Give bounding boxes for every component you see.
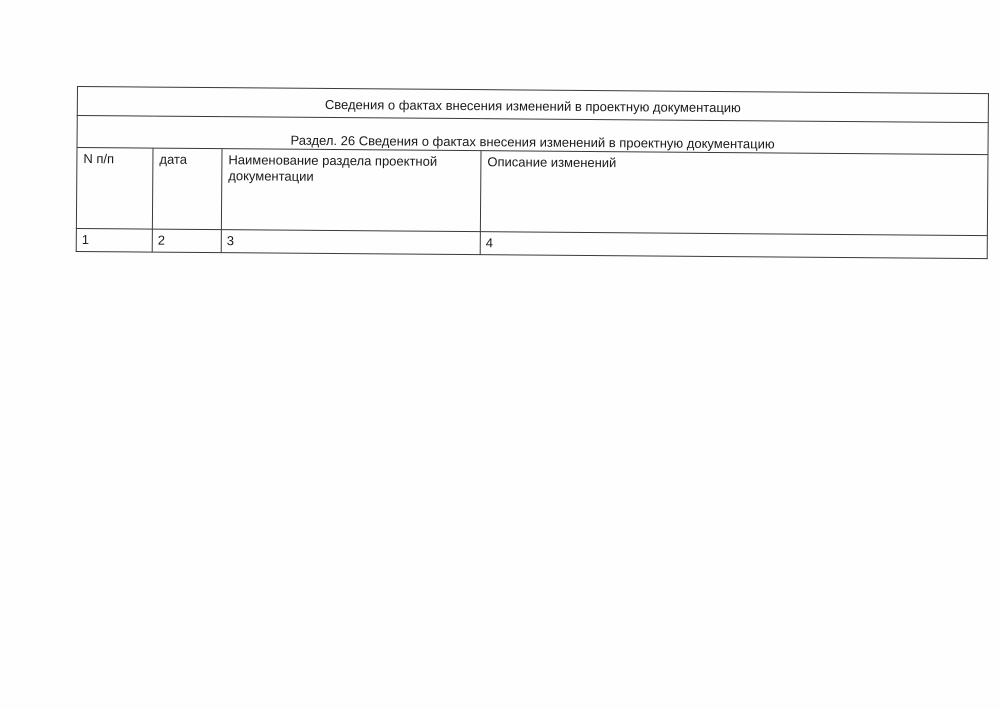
changes-table xyxy=(76,86,989,259)
column-number: 2 xyxy=(157,232,166,248)
column-header-label: Описание изменений xyxy=(487,154,617,171)
column-header-label: N п/п xyxy=(83,151,115,167)
header-cell-number xyxy=(76,148,153,230)
table-header-row xyxy=(76,148,988,236)
column-number-cell xyxy=(480,232,987,259)
column-number-cell xyxy=(152,229,221,253)
column-number: 3 xyxy=(226,233,235,249)
column-number-cell xyxy=(221,230,480,255)
header-cell-change-description xyxy=(480,151,988,236)
column-header-label: Наименование раздела проектной документации xyxy=(228,152,438,184)
table-subtitle: Раздел. 26 Сведения о фактах внесения изменений в проектную документацию xyxy=(290,132,775,152)
column-header-label: дата xyxy=(159,151,188,167)
table-title: Сведения о фактах внесения изменений в проектную документацию xyxy=(324,96,741,116)
header-cell-section-name xyxy=(221,149,481,232)
column-number: 4 xyxy=(485,235,494,251)
column-number: 1 xyxy=(81,232,90,248)
header-cell-date xyxy=(152,148,222,230)
column-number-cell xyxy=(76,228,152,252)
